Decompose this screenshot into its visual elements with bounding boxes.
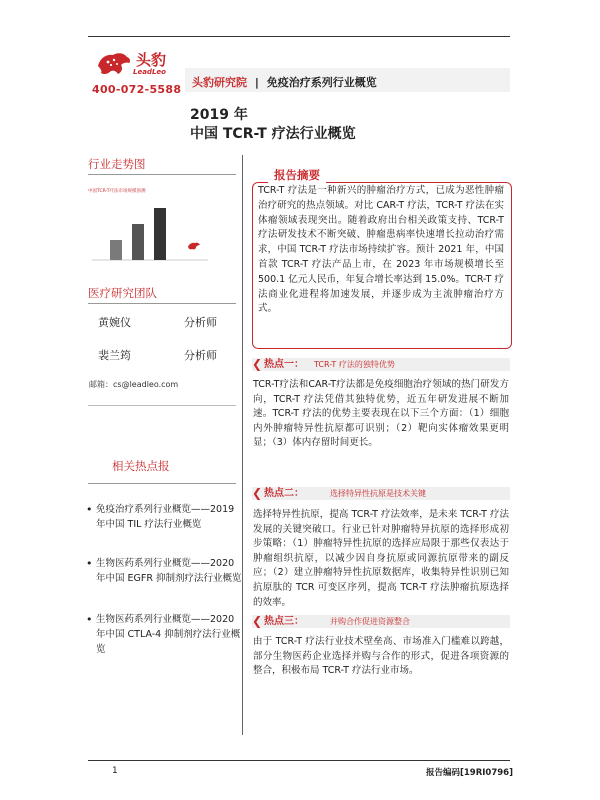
report-code: 报告编码[19RI0796] — [426, 768, 513, 778]
header-divider: | — [254, 76, 259, 89]
series-name: 免疫治疗系列行业概览 — [266, 76, 377, 89]
brand-name: 头豹 — [136, 51, 167, 69]
trend-chart-thumbnail — [88, 180, 230, 270]
hotspot-text: 由于 TCR-T 疗法行业技术壁垒高、市场准入门槛难以跨越，部分生物医药企业选择并购与合作的形式，促进各项资源的整合，积极布局 TCR-T 疗法行业市场。 — [253, 636, 509, 677]
hotspot-bar — [252, 358, 510, 371]
chevron-left-icon: ❮ — [252, 614, 263, 628]
related-report-link[interactable]: 生物医药系列行业概览——2020 年中国 CTLA-4 抑制剂疗法行业概览 — [96, 614, 241, 655]
trend-rule — [88, 174, 236, 175]
summary-text: TCR-T 疗法是一种新兴的肿瘤治疗方式，已成为恶性肿瘤治疗研究的热点领域。对比 CAR-T 疗法，TCR-T 疗法在实体瘤领域表现突出。随着政府出台相关政策支持、TCR-T 疗法研发技术不断突破、肿瘤患病率快速增长拉动治疗需求，中国 TCR-T 疗法市场持续扩容。预计 2021 年，中国首款 TCR-T 疗法产品上市，在 2023 年市场规模增长至 500.1 亿元人民币，年复合增长率达到 15.0%。TCR-T 疗法商业化进程将加速发展，并逐步成为主流肿瘤治疗方式。 — [258, 185, 504, 315]
brand-name-en: LeadLeo — [133, 68, 166, 76]
hotspot-text: 选择特异性抗原，提高 TCR-T 疗法效率，是未来 TCR-T 疗法发展的关键突破口。行业已针对肿瘤特异抗原的选择形成初步策略：（1）肿瘤特异性抗原的选择应局限于那些仅表达于肿瘤组织抗原，以减少因自身抗原或同源抗原带来的副反应；（2）建立肿瘤特异性抗原数据库，收集特异性识别已知抗原肽的 TCR 可变区序列，提高 TCR-T 疗法肿瘤抗原选择的效率。 — [253, 509, 509, 608]
bullet-icon: • — [86, 503, 93, 516]
hotspot-bar — [252, 615, 510, 628]
hotspot-label: 热点三： — [264, 616, 304, 627]
hotspot-bar — [252, 487, 510, 500]
institute-name: 头豹研究院 — [192, 76, 247, 89]
header-label — [192, 74, 377, 90]
page-number: 1 — [112, 766, 118, 776]
trend-chart-caption: 中国TCR-T疗法市场规模预测 — [88, 189, 146, 194]
trend-chart-bars — [88, 194, 230, 264]
leopard-logo-icon — [96, 50, 132, 78]
analyst-role: 分析师 — [184, 349, 217, 362]
contact-email[interactable]: 邮箱：cs@leadleo.com — [89, 380, 179, 389]
summary-title-wrap — [268, 164, 326, 183]
related-rule-top — [88, 405, 236, 406]
summary-title: 报告摘要 — [274, 168, 320, 182]
chevron-left-icon: ❮ — [252, 486, 263, 500]
related-report-link[interactable]: 生物医药系列行业概览——2020 年中国 EGFR 抑制剂疗法行业概览 — [96, 558, 242, 584]
hotspot-subtitle: TCR-T 疗法的独特优势 — [314, 360, 395, 369]
phone-number: 400-072-5588 — [92, 83, 182, 96]
hotspot-subtitle: 选择特异性抗原是技术关键 — [330, 489, 426, 498]
related-rule — [88, 483, 236, 484]
analyst-name: 黄婉仪 — [98, 316, 131, 329]
trend-section-title: 行业走势图 — [88, 157, 146, 171]
top-rule — [88, 36, 510, 37]
team-rule — [88, 303, 236, 304]
page-title: 中国 TCR-T 疗法行业概览 — [190, 126, 356, 142]
related-section-title: 相关热点报 — [112, 459, 170, 473]
chevron-left-icon: ❮ — [252, 357, 263, 371]
footer-rule — [88, 760, 510, 761]
hotspot-text: TCR-T疗法和CAR-T疗法都是免疫细胞治疗领域的热门研发方向，TCR-T 疗法凭借其独特优势，近五年研发进展不断加速。TCR-T 疗法的优势主要表现在以下三个方面：（1）细胞内外肿瘤特异性抗原都可识别；（2）靶向实体瘤效果更明显；（3）体内存留时间更长。 — [253, 379, 509, 449]
bullet-icon: • — [86, 613, 93, 626]
related-report-link[interactable]: 免疫治疗系列行业概览——2019 年中国 TIL 疗法行业概览 — [96, 504, 235, 530]
hotspot-subtitle: 并购合作促进资源整合 — [330, 617, 410, 626]
hotspot-label: 热点一： — [264, 359, 304, 370]
report-year: 2019 年 — [190, 107, 248, 123]
team-section-title: 医疗研究团队 — [88, 286, 157, 300]
column-separator — [242, 155, 243, 735]
analyst-role: 分析师 — [184, 316, 217, 329]
hotspot-label: 热点二： — [264, 488, 304, 499]
bullet-icon: • — [86, 557, 93, 570]
analyst-name: 裴兰筠 — [98, 349, 131, 362]
